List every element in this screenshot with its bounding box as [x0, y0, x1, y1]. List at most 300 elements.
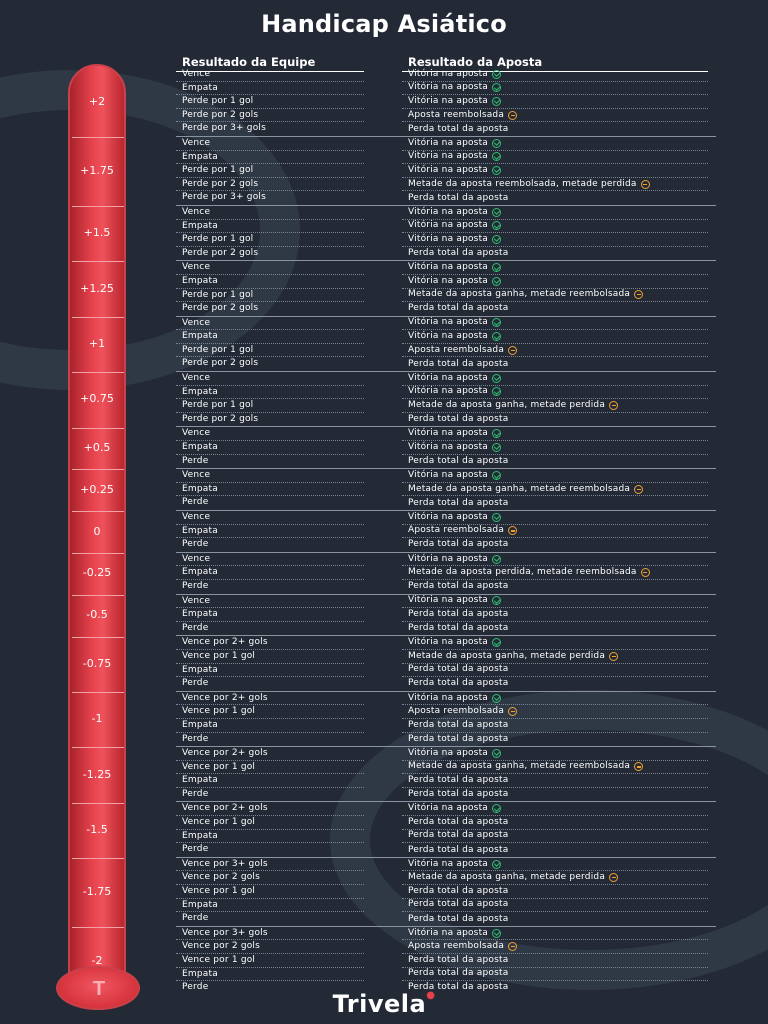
team-result: Vence — [176, 372, 364, 386]
team-result: Empata — [176, 968, 364, 982]
table-row — [176, 483, 716, 497]
minus-icon — [641, 568, 650, 577]
check-icon — [492, 152, 501, 161]
bet-result-text: Vitória na aposta — [408, 331, 489, 342]
handicap-label: +1.5 — [83, 226, 111, 240]
bet-result — [402, 719, 708, 733]
team-result: Perde — [182, 733, 209, 744]
table-row — [176, 137, 716, 151]
handicap-label: -0.25 — [82, 566, 112, 580]
table-row — [176, 275, 716, 289]
team-result: Vence por 2 gols — [176, 940, 364, 954]
team-result: Empata — [176, 275, 364, 289]
check-icon — [492, 221, 501, 230]
check-icon — [492, 555, 501, 564]
team-result: Perde por 2 gols — [176, 109, 364, 123]
check-icon — [492, 263, 501, 272]
table-row — [176, 538, 716, 552]
table-row — [176, 95, 716, 109]
bet-result-text: Vitória na aposta — [408, 692, 489, 703]
bet-result — [402, 940, 708, 954]
table-row — [176, 761, 716, 775]
table-row — [176, 858, 716, 872]
thermometer-tick — [72, 747, 124, 748]
bet-result — [402, 816, 708, 830]
team-result: Perde — [182, 580, 209, 591]
bet-result-text: Aposta reembolsada — [408, 525, 505, 536]
table-row — [176, 357, 716, 371]
table-row — [176, 220, 716, 234]
bet-result-text: Perda total da aposta — [408, 248, 509, 259]
handicap-label: +0.75 — [80, 392, 114, 406]
table-row — [176, 553, 716, 567]
table-row — [176, 261, 716, 275]
bet-result — [402, 261, 708, 275]
bet-result-text: Vitória na aposta — [408, 595, 489, 606]
bet-result — [402, 178, 708, 192]
check-icon — [492, 235, 501, 244]
bet-result-text: Perda total da aposta — [408, 303, 509, 314]
table-row — [176, 802, 716, 816]
team-result: Vence por 1 gol — [176, 705, 364, 719]
check-icon — [492, 332, 501, 341]
handicap-label: +0.5 — [83, 441, 111, 454]
team-result: Perde por 2 gols — [182, 358, 259, 369]
table-row — [176, 399, 716, 413]
check-icon — [492, 443, 501, 452]
table-row — [176, 774, 716, 788]
table-row — [176, 317, 716, 331]
handicap-group — [176, 136, 716, 205]
bet-result-text: Perda total da aposta — [408, 497, 509, 508]
table-row — [176, 692, 716, 706]
table-row — [176, 302, 716, 316]
team-result: Perde — [182, 622, 209, 633]
check-icon — [492, 471, 501, 480]
handicap-group — [176, 552, 716, 594]
bet-result-text: Vitória na aposta — [408, 275, 489, 286]
bet-result-text: Perda total da aposta — [408, 968, 509, 979]
minus-icon — [508, 942, 517, 951]
bet-result — [402, 788, 708, 802]
bet-result — [402, 386, 708, 400]
bet-result — [402, 677, 708, 691]
team-result: Vence por 1 gol — [176, 650, 364, 664]
minus-icon — [609, 873, 618, 882]
handicap-label: -1.5 — [86, 823, 108, 836]
table-row — [176, 843, 716, 857]
minus-icon — [609, 652, 618, 661]
check-icon — [492, 277, 501, 286]
team-result: Vence por 1 gol — [176, 885, 364, 899]
team-result: Vence — [176, 317, 364, 331]
table-row — [176, 954, 716, 968]
team-result: Perde por 2 gols — [176, 178, 364, 192]
team-result: Perde — [182, 539, 209, 550]
bet-result — [402, 302, 708, 316]
team-result: Perde por 1 gol — [176, 344, 364, 358]
table-row — [176, 178, 716, 192]
table-row — [176, 816, 716, 830]
bet-result — [402, 636, 708, 650]
table-row — [176, 664, 716, 678]
table-row — [176, 595, 716, 609]
bet-result-text: Vitória na aposta — [408, 206, 489, 217]
team-result: Perde — [182, 678, 209, 689]
check-icon — [492, 638, 501, 647]
handicap-group — [176, 635, 716, 690]
team-result: Perde por 3+ gols — [182, 123, 267, 134]
bet-result — [402, 871, 708, 885]
bet-result — [402, 289, 708, 303]
bet-result-text: Vitória na aposta — [408, 164, 489, 175]
bet-result — [402, 705, 708, 719]
team-result: Vence — [176, 511, 364, 525]
team-result: Empata — [176, 330, 364, 344]
table-row — [176, 82, 716, 96]
handicap-label: -1 — [91, 712, 103, 726]
bet-result-text: Perda total da aposta — [408, 414, 509, 425]
check-icon — [492, 83, 501, 92]
bet-result — [402, 622, 708, 636]
bet-result-text: Vitória na aposta — [408, 95, 489, 106]
check-icon — [492, 804, 501, 813]
bet-result — [402, 511, 708, 525]
bet-result — [402, 692, 708, 706]
table-row — [176, 372, 716, 386]
team-result: Vence — [176, 469, 364, 483]
minus-icon — [508, 526, 517, 535]
bet-result-text: Vitória na aposta — [408, 637, 489, 648]
team-result: Empata — [176, 899, 364, 913]
bet-result — [402, 206, 708, 220]
bet-result-text: Vitória na aposta — [408, 441, 489, 452]
bet-result — [402, 595, 708, 609]
minus-icon — [508, 111, 517, 120]
bet-result-text: Perda total da aposta — [408, 455, 509, 466]
handicap-group — [176, 746, 716, 801]
check-icon — [492, 860, 501, 869]
check-icon — [492, 208, 501, 217]
bet-result — [402, 137, 708, 151]
bet-result-text: Perda total da aposta — [408, 789, 509, 800]
bet-result — [402, 650, 708, 664]
bet-result-text: Perda total da aposta — [408, 539, 509, 550]
handicap-group — [176, 260, 716, 315]
bet-result-text: Vitória na aposta — [408, 372, 489, 383]
team-result: Perde — [182, 913, 209, 924]
handicap-group — [176, 468, 716, 510]
bet-result — [402, 427, 708, 441]
check-icon — [492, 318, 501, 327]
bet-result-text: Vitória na aposta — [408, 553, 489, 564]
table-row — [176, 912, 716, 926]
team-result: Empata — [176, 220, 364, 234]
bet-result-text: Perda total da aposta — [408, 816, 509, 827]
table-row — [176, 927, 716, 941]
check-icon — [492, 596, 501, 605]
handicap-label: +1.25 — [80, 281, 114, 295]
bet-result-text: Perda total da aposta — [408, 123, 509, 134]
bet-result-text: Vitória na aposta — [408, 386, 489, 397]
check-icon — [492, 513, 501, 522]
table-row — [176, 719, 716, 733]
bet-result-text: Perda total da aposta — [408, 608, 509, 619]
bet-result — [402, 733, 708, 747]
bet-result — [402, 191, 708, 205]
table-row — [176, 636, 716, 650]
bet-result — [402, 483, 708, 497]
brand-name: Trivela — [332, 990, 427, 1018]
bet-result — [402, 525, 708, 539]
bet-result-text: Vitória na aposta — [408, 858, 489, 869]
handicap-group — [176, 371, 716, 426]
handicap-label: +2 — [88, 95, 106, 108]
handicap-group — [176, 926, 716, 995]
trivela-logo-icon: T — [92, 978, 106, 1000]
bet-result — [402, 275, 708, 289]
bet-result-text: Perda total da aposta — [408, 719, 509, 730]
handicap-label: -0.75 — [82, 656, 112, 670]
thermometer — [68, 64, 126, 979]
minus-icon — [634, 290, 643, 299]
minus-icon — [634, 762, 643, 771]
bet-result-text: Vitória na aposta — [408, 233, 489, 244]
handicap-label: +0.25 — [80, 482, 114, 496]
bet-result-text: Perda total da aposta — [408, 733, 509, 744]
bet-result-text: Vitória na aposta — [408, 511, 489, 522]
thermometer-tick — [72, 511, 124, 512]
thermometer-tick — [72, 858, 124, 859]
handicap-group — [176, 68, 716, 136]
check-icon — [492, 694, 501, 703]
team-result: Perde por 1 gol — [176, 95, 364, 109]
table-row — [176, 386, 716, 400]
table-row — [176, 871, 716, 885]
bet-result-text: Metade da aposta perdida, metade reembolsada — [408, 567, 637, 578]
thermometer-tick — [72, 317, 124, 318]
thermometer-tick — [72, 428, 124, 429]
handicap-group — [176, 801, 716, 856]
bet-result — [402, 441, 708, 455]
bet-result — [402, 843, 708, 857]
bet-result — [402, 954, 708, 968]
bet-result — [402, 885, 708, 899]
table-row — [176, 650, 716, 664]
thermometer-tick — [72, 137, 124, 138]
table-row — [176, 580, 716, 594]
team-result: Vence por 3+ gols — [176, 858, 364, 872]
check-icon — [492, 70, 501, 79]
check-icon — [492, 374, 501, 383]
team-result: Empata — [176, 719, 364, 733]
bet-result-text: Perda total da aposta — [408, 982, 509, 993]
header-team-result: Resultado da Equipe — [176, 55, 364, 72]
team-result: Perde — [182, 982, 209, 993]
handicap-label: +1.75 — [80, 164, 114, 177]
team-result: Empata — [176, 151, 364, 165]
handicap-group — [176, 594, 716, 636]
bet-result-text: Vitória na aposta — [408, 262, 489, 273]
bet-result-text: Perda total da aposta — [408, 678, 509, 689]
team-result: Empata — [176, 483, 364, 497]
bet-result-text: Vitória na aposta — [408, 137, 489, 148]
bet-result-text: Vitória na aposta — [408, 747, 489, 758]
handicap-label: -1.75 — [82, 885, 112, 899]
table-row — [176, 164, 716, 178]
team-result: Perde por 1 gol — [176, 399, 364, 413]
bet-result-text: Perda total da aposta — [408, 954, 509, 965]
bet-result-text: Metade da aposta ganha, metade perdida — [408, 872, 606, 883]
header-bet-result: Resultado da Aposta — [402, 55, 708, 72]
table-row — [176, 330, 716, 344]
team-result: Empata — [176, 441, 364, 455]
table-row — [176, 830, 716, 844]
bet-result — [402, 233, 708, 247]
team-result: Vence por 1 gol — [176, 761, 364, 775]
team-result: Vence — [176, 553, 364, 567]
table-row — [176, 206, 716, 220]
thermometer-tick — [72, 803, 124, 804]
check-icon — [492, 429, 501, 438]
bet-result — [402, 220, 708, 234]
thermometer-tick — [72, 372, 124, 373]
bet-result-text: Vitória na aposta — [408, 68, 489, 79]
bet-result-text: Vitória na aposta — [408, 82, 489, 93]
thermometer-tick — [72, 553, 124, 554]
bet-result-text: Perda total da aposta — [408, 664, 509, 675]
bet-result — [402, 553, 708, 567]
table-row — [176, 705, 716, 719]
table-row — [176, 247, 716, 261]
team-result: Empata — [176, 830, 364, 844]
team-result: Vence — [176, 137, 364, 151]
table-row — [176, 899, 716, 913]
bet-result-text: Aposta reembolsada — [408, 941, 505, 952]
bet-result-text: Perda total da aposta — [408, 844, 509, 855]
table-row — [176, 68, 716, 82]
bet-result-text: Perda total da aposta — [408, 899, 509, 910]
bet-result — [402, 317, 708, 331]
team-result: Empata — [176, 386, 364, 400]
bet-result — [402, 151, 708, 165]
handicap-group — [176, 205, 716, 260]
minus-icon — [508, 346, 517, 355]
bet-result-text: Metade da aposta ganha, metade perdida — [408, 400, 606, 411]
handicap-label: 0 — [93, 524, 101, 538]
bet-result — [402, 566, 708, 580]
team-result: Vence por 2+ gols — [176, 802, 364, 816]
table-row — [176, 733, 716, 747]
table-row — [176, 525, 716, 539]
handicap-label: -0.5 — [86, 608, 108, 622]
handicap-group — [176, 316, 716, 371]
bet-result-text: Perda total da aposta — [408, 623, 509, 634]
table-row — [176, 289, 716, 303]
bet-result-text: Vitória na aposta — [408, 151, 489, 162]
bet-result — [402, 372, 708, 386]
team-result: Perde por 2 gols — [182, 413, 259, 424]
bet-result — [402, 538, 708, 552]
bet-result — [402, 413, 708, 427]
minus-icon — [634, 485, 643, 494]
team-result: Perde por 1 gol — [176, 233, 364, 247]
table-row — [176, 109, 716, 123]
thermometer-tick — [72, 261, 124, 262]
bet-result-text: Metade da aposta ganha, metade reembolsada — [408, 289, 631, 300]
bet-result — [402, 68, 708, 82]
team-result: Empata — [176, 566, 364, 580]
team-result: Vence por 3+ gols — [176, 927, 364, 941]
bet-result-text: Perda total da aposta — [408, 192, 509, 203]
table-row — [176, 496, 716, 510]
table-row — [176, 413, 716, 427]
bet-result-text: Metade da aposta ganha, metade reembolsada — [408, 483, 631, 494]
table-row — [176, 427, 716, 441]
table-row — [176, 511, 716, 525]
table-row — [176, 566, 716, 580]
bet-result — [402, 247, 708, 261]
minus-icon — [641, 180, 650, 189]
table-row — [176, 455, 716, 469]
handicap-group — [176, 426, 716, 468]
bet-result — [402, 164, 708, 178]
team-result: Vence — [176, 427, 364, 441]
team-result: Perde por 1 gol — [176, 164, 364, 178]
team-result: Empata — [176, 608, 364, 622]
table-row — [176, 441, 716, 455]
bet-result — [402, 357, 708, 371]
bet-result-text: Perda total da aposta — [408, 775, 509, 786]
bet-result-text: Vitória na aposta — [408, 317, 489, 328]
bet-result-text: Metade da aposta reembolsada, metade perdida — [408, 178, 637, 189]
bet-result — [402, 747, 708, 761]
thermometer-tick — [72, 927, 124, 928]
handicap-label: -2 — [91, 954, 103, 968]
handicap-label: -1.25 — [82, 767, 112, 781]
team-result: Perde — [182, 497, 209, 508]
team-result: Perde — [182, 455, 209, 466]
team-result: Empata — [176, 774, 364, 788]
bet-result-text: Vitória na aposta — [408, 470, 489, 481]
check-icon — [492, 166, 501, 175]
check-icon — [492, 97, 501, 106]
check-icon — [492, 387, 501, 396]
team-result: Vence por 1 gol — [176, 954, 364, 968]
thermometer-tick — [72, 595, 124, 596]
bet-result-text: Metade da aposta ganha, metade perdida — [408, 650, 606, 661]
team-result: Vence por 2+ gols — [176, 692, 364, 706]
team-result: Vence por 1 gol — [176, 816, 364, 830]
team-result: Perde por 2 gols — [182, 303, 259, 314]
bet-result — [402, 774, 708, 788]
table-row — [176, 151, 716, 165]
team-result: Vence — [176, 68, 364, 82]
bet-result — [402, 761, 708, 775]
table-row — [176, 122, 716, 136]
thermometer-tick — [72, 469, 124, 470]
bet-result — [402, 802, 708, 816]
bet-result — [402, 968, 708, 982]
table-row — [176, 940, 716, 954]
bet-result-text: Aposta reembolsada — [408, 706, 505, 717]
bet-result — [402, 580, 708, 594]
bet-result — [402, 927, 708, 941]
thermometer-tick — [72, 692, 124, 693]
team-result: Empata — [176, 82, 364, 96]
bet-result — [402, 496, 708, 510]
team-result: Vence por 2 gols — [176, 871, 364, 885]
